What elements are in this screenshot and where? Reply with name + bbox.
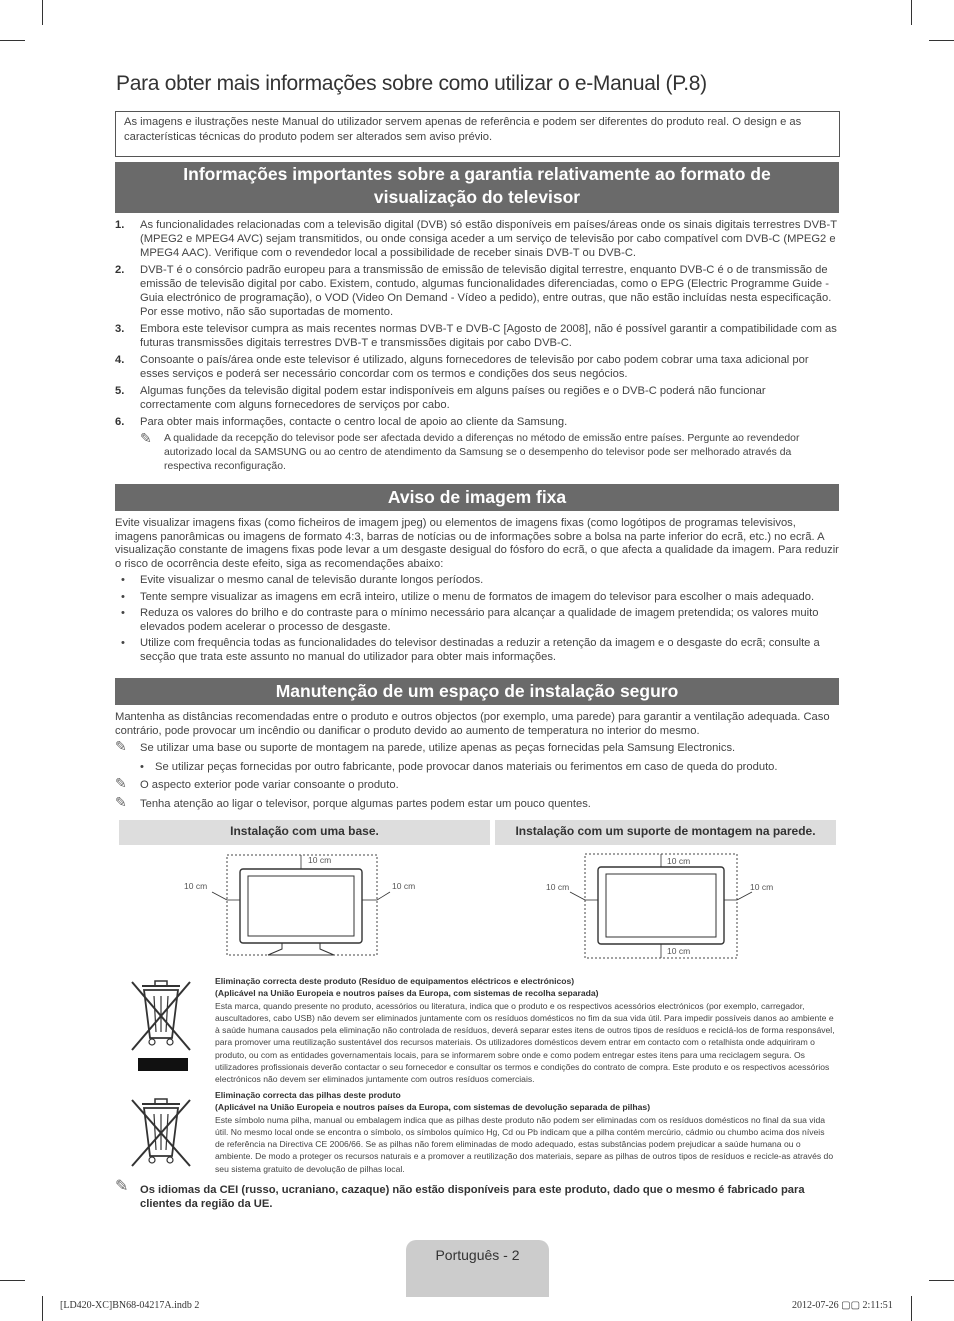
list-item: • Reduza os valores do brilho e do contraste para o mínimo necessário para alcançar a qualidade de imagem pretendida; os valores muito elevados podem acelerar o processo de desgaste. (121, 607, 819, 633)
crossed-bin-icon (128, 980, 194, 1072)
stand-installation-label: Instalação com uma base. (119, 820, 490, 845)
dimension-label-bottom: 10 cm (667, 946, 691, 956)
crossed-battery-bin-icon (128, 1098, 194, 1168)
item-text: Algumas funções da televisão digital podem estar indisponíveis em alguns países ou regiões e o DVB-C poderá não funcionar correctamente com alguns fornecedores de serviços por cabo. (140, 385, 766, 411)
still-image-heading: Aviso de imagem fixa (115, 484, 839, 511)
item-text: As funcionalidades relacionadas com a televisão digital (DVB) só estão disponíveis em países/áreas onde os sinais digitais terrestres DVB-T (MPEG2 e MPEG4 AVC) sejam transmitidos, ou onde consiga aceder a um serviço de televisão por cabo compatível com DVB-C (MPEG2 e MPEG4 AAC). Verifique com o revendedor local a possibilidade de receber sinais DVB-T ou DVB-C. (140, 219, 837, 259)
item-number: 1. (115, 219, 125, 231)
weee-product-subtitle: (Aplicável na União Europeia e noutros países da Europa, com sistemas de recolha separada) (215, 988, 599, 999)
crop-mark (911, 0, 912, 25)
list-item: • Se utilizar peças fornecidas por outro fabricante, pode provocar danos materiais ou ferimentos em caso de queda do produto. (140, 760, 778, 773)
dimension-label-right: 10 cm (750, 882, 774, 892)
disclaimer: As imagens e ilustrações neste Manual do utilizador servem apenas de referência e podem ser diferentes do produto real. O design e as características técnicas do produto podem ser alterados sem aviso prévio. (115, 111, 840, 157)
wall-installation-label: Instalação com um suporte de montagem na parede. (495, 820, 836, 845)
list-item: • Utilize com frequência todas as funcionalidades do televisor destinadas a reduzir a retenção da imagem e o desgaste do ecrã; consulte a secção que trata este assunto no manual do utilizador para obter mais informações. (121, 637, 820, 663)
installation-intro: Mantenha as distâncias recomendadas entre o produto e outros objectos (por exemplo, uma parede) para garantir a ventilação adequada. Caso contrário, pode provocar um incêndio ou danificar o produto devido ao aumento de temperatura no interior do mesmo. (115, 711, 830, 737)
crop-mark (0, 1280, 25, 1281)
weee-battery-subtitle: (Aplicável na União Europeia e noutros países da Europa, com sistemas de devolução separada de pilhas) (215, 1102, 651, 1113)
note-text: A qualidade da recepção do televisor pode ser afectada devido a diferenças no método de emissão entre países. Pergunte ao revendedor autorizado local da SAMSUNG ou ao centro de atendimento da Samsung se o desempenho do televisor pode ser melhorado através da respectiva reconfiguração. (164, 433, 800, 472)
note-text: Os idiomas da CEI (russo, ucraniano, cazaque) não estão disponíveis para este produto, dado que o mesmo é fabricado para clientes da região da UE. (140, 1184, 805, 1210)
dimension-label-top: 10 cm (667, 856, 691, 866)
crop-mark (911, 1296, 912, 1321)
stand-installation-diagram (170, 850, 440, 960)
bullet-text: Evite visualizar o mesmo canal de televisão durante longos períodos. (140, 574, 484, 586)
list-item (115, 218, 839, 260)
crop-mark (42, 0, 43, 25)
bullet-text: Se utilizar peças fornecidas por outro fabricante, pode provocar danos materiais ou ferimentos em caso de queda do produto. (155, 760, 778, 773)
footer-timestamp: 2012-07-26 ▢▢ 2:11:51 (792, 1300, 893, 1311)
crop-mark (929, 40, 954, 41)
list-item (115, 384, 839, 412)
list-item (115, 415, 839, 474)
item-text: DVB-T é o consórcio padrão europeu para a transmissão de emissão de televisão digital terrestre, enquanto DVB-C é o de transmissão de emissão de televisão digital por cabo. Existem, contudo, algumas funcionalidades diferenciadas, como o EPG (Electric Programme Guide - Guia electrónico de programação), o VOD (Video On Demand - Vídeo a pedido), entre outras, que não estão incluídas nesta especificação. Por esse motivo, não são suportadas de momento. (140, 264, 832, 318)
list-item: • Evite visualizar o mesmo canal de televisão durante longos períodos. (121, 574, 484, 586)
crop-mark (42, 1296, 43, 1321)
list-item (115, 263, 839, 319)
weee-product-block (215, 975, 835, 1086)
page-title: Para obter mais informações sobre como utilizar o e-Manual (P.8) (116, 72, 707, 95)
pencil-note-icon: ✎ (115, 1178, 129, 1195)
warranty-heading (115, 162, 839, 213)
list-item (115, 322, 839, 350)
note-text: O aspecto exterior pode variar consoante o produto. (140, 779, 399, 791)
item-number: 6. (115, 416, 125, 428)
item-number: 4. (115, 354, 125, 366)
item-text: Para obter mais informações, contacte o centro local de apoio ao cliente da Samsung. (140, 416, 568, 428)
dimension-label-left: 10 cm (546, 882, 570, 892)
weee-product-title: Eliminação correcta deste produto (Resíduo de equipamentos eléctricos e electrónicos) (215, 976, 575, 986)
bullet-text: Reduza os valores do brilho e do contraste para o mínimo necessário para alcançar a qualidade de imagem pretendida; os valores muito elevados podem acelerar o processo de desgaste. (140, 607, 819, 633)
still-image-intro: Evite visualizar imagens fixas (como ficheiros de imagem jpeg) ou elementos de imagens fixas (como logótipos de programas televisivos, imagens panorâmicas ou imagens de formato 4:3, barras de notícias ou de informações sobre a bolsa na parte inferior do ecrã, etc.) no ecrã. A visualização constante de imagens fixas pode levar a um desgaste desigual do fósforo do ecrã, o que afecta a qualidade da imagem. Para reduzir o risco de ocorrência deste efeito, siga as recomendações abaixo: (115, 517, 839, 570)
pencil-note-icon: ✎ (140, 430, 152, 446)
weee-battery-block (215, 1089, 835, 1175)
page-number-tab: Português - 2 (406, 1240, 549, 1297)
bullet-text: Utilize com frequência todas as funcionalidades do televisor destinadas a reduzir a retenção da imagem e o desgaste do ecrã; consulte a secção que trata este assunto no manual do utilizador para obter mais informações. (140, 637, 820, 663)
footer-file-info: [LD420-XC]BN68-04217A.indb 2 (60, 1300, 200, 1311)
dimension-label-right: 10 cm (392, 881, 416, 891)
note-text: Tenha atenção ao ligar o televisor, porque algumas partes podem estar um pouco quentes. (140, 797, 591, 810)
crop-mark (929, 1280, 954, 1281)
installation-note (115, 793, 839, 812)
warranty-list (115, 218, 839, 477)
pencil-note-icon: ✎ (115, 775, 127, 791)
bullet-text: Tente sempre visualizar as imagens em ecrã inteiro, utilize o menu de formatos de imagem do televisor para escolher o mais adequado. (140, 590, 815, 603)
pencil-note-icon: ✎ (115, 738, 127, 754)
pencil-note-icon: ✎ (115, 793, 127, 810)
installation-body (115, 711, 839, 811)
installation-heading: Manutenção de um espaço de instalação seguro (115, 678, 839, 705)
weee-product-text: Esta marca, quando presente no produto, acessórios ou literatura, indica que o produto e os respectivos acessórios electrónicos (por exemplo, carregador, auscultadores, cabo USB) não devem ser eliminados juntamente com os resíduos domésticos no fim da sua vida útil. Para impedir possíveis danos ao ambiente e à saúde humana causados pela eliminação não controlada de resíduos, deverá separar estes itens de outros tipos de resíduos e reciclá-los de forma responsável, para promover uma reutilização sustentável dos recursos materiais. Os utilizadores domésticos devem entrar em contacto com o retalhista onde adquiriram o produto, ou com as entidades governamentais locais, para se informarem sobre onde e como podem entregar estes itens para uma reciclagem segura. Os utilizadores profissionais deverão contactar o seu fornecedor e consultar os termos e condições do contrato de compra. Este produto e os respectivos acessórios electrónicos não devem ser eliminados juntamente com outros resíduos comerciais. (215, 1000, 835, 1085)
installation-note (115, 738, 839, 756)
warranty-heading-line2: visualização do televisor (373, 187, 581, 207)
cis-language-note (115, 1178, 839, 1211)
item-number: 5. (115, 385, 125, 397)
item-text: Consoante o país/área onde este televisor é utilizado, alguns fornecedores de televisão por cabo podem cobrar uma taxa adicional por esses serviços e poderá ser necessário concordar com os termos e condições dos seus negócios. (140, 354, 809, 380)
still-image-body (115, 517, 839, 664)
dimension-label-top: 10 cm (308, 855, 332, 865)
item-number: 2. (115, 264, 125, 276)
item-number: 3. (115, 323, 125, 335)
list-item: • Tente sempre visualizar as imagens em ecrã inteiro, utilize o menu de formatos de imagem do televisor para escolher o mais adequado. (121, 590, 815, 603)
weee-battery-title: Eliminação correcta das pilhas deste produto (215, 1090, 401, 1100)
warranty-note (140, 432, 839, 474)
crop-mark (0, 40, 25, 41)
weee-battery-text: Este símbolo numa pilha, manual ou embalagem indica que as pilhas deste produto não podem ser eliminadas com os resíduos domésticos no final da sua vida útil. No mesmo local onde se encontra o símbolo, os símbolos químico Hg, Cd ou Pb indicam que a pilha contém mercúrio, cádmio ou chumbo acima dos níveis de referência na Directiva CE 2006/66. Se as pilhas não forem eliminadas de modo adequado, estas substâncias podem prejudicar a saúde humana ou o ambiente. De modo a proteger os recursos naturais e a promover a reutilização dos materiais, separe as pilhas de outros tipos de resíduos e recicle-as através do seu sistema gratuito de devolução de pilhas local. (215, 1114, 834, 1174)
item-text: Embora este televisor cumpra as mais recentes normas DVB-T e DVB-C [Agosto de 2008], não é possível garantir a compatibilidade com as futuras transmissões digitais terrestres DVB-T e transmissões digitais por cabo DVB-C. (140, 323, 837, 349)
installation-note (115, 775, 839, 793)
dimension-label-left: 10 cm (184, 881, 208, 891)
warranty-heading-line1: Informações importantes sobre a garantia relativamente ao formato de (183, 164, 771, 184)
wall-installation-diagram (540, 850, 790, 960)
note-text: Se utilizar uma base ou suporte de montagem na parede, utilize apenas as peças fornecidas pela Samsung Electronics. (140, 742, 736, 754)
list-item (115, 353, 839, 381)
